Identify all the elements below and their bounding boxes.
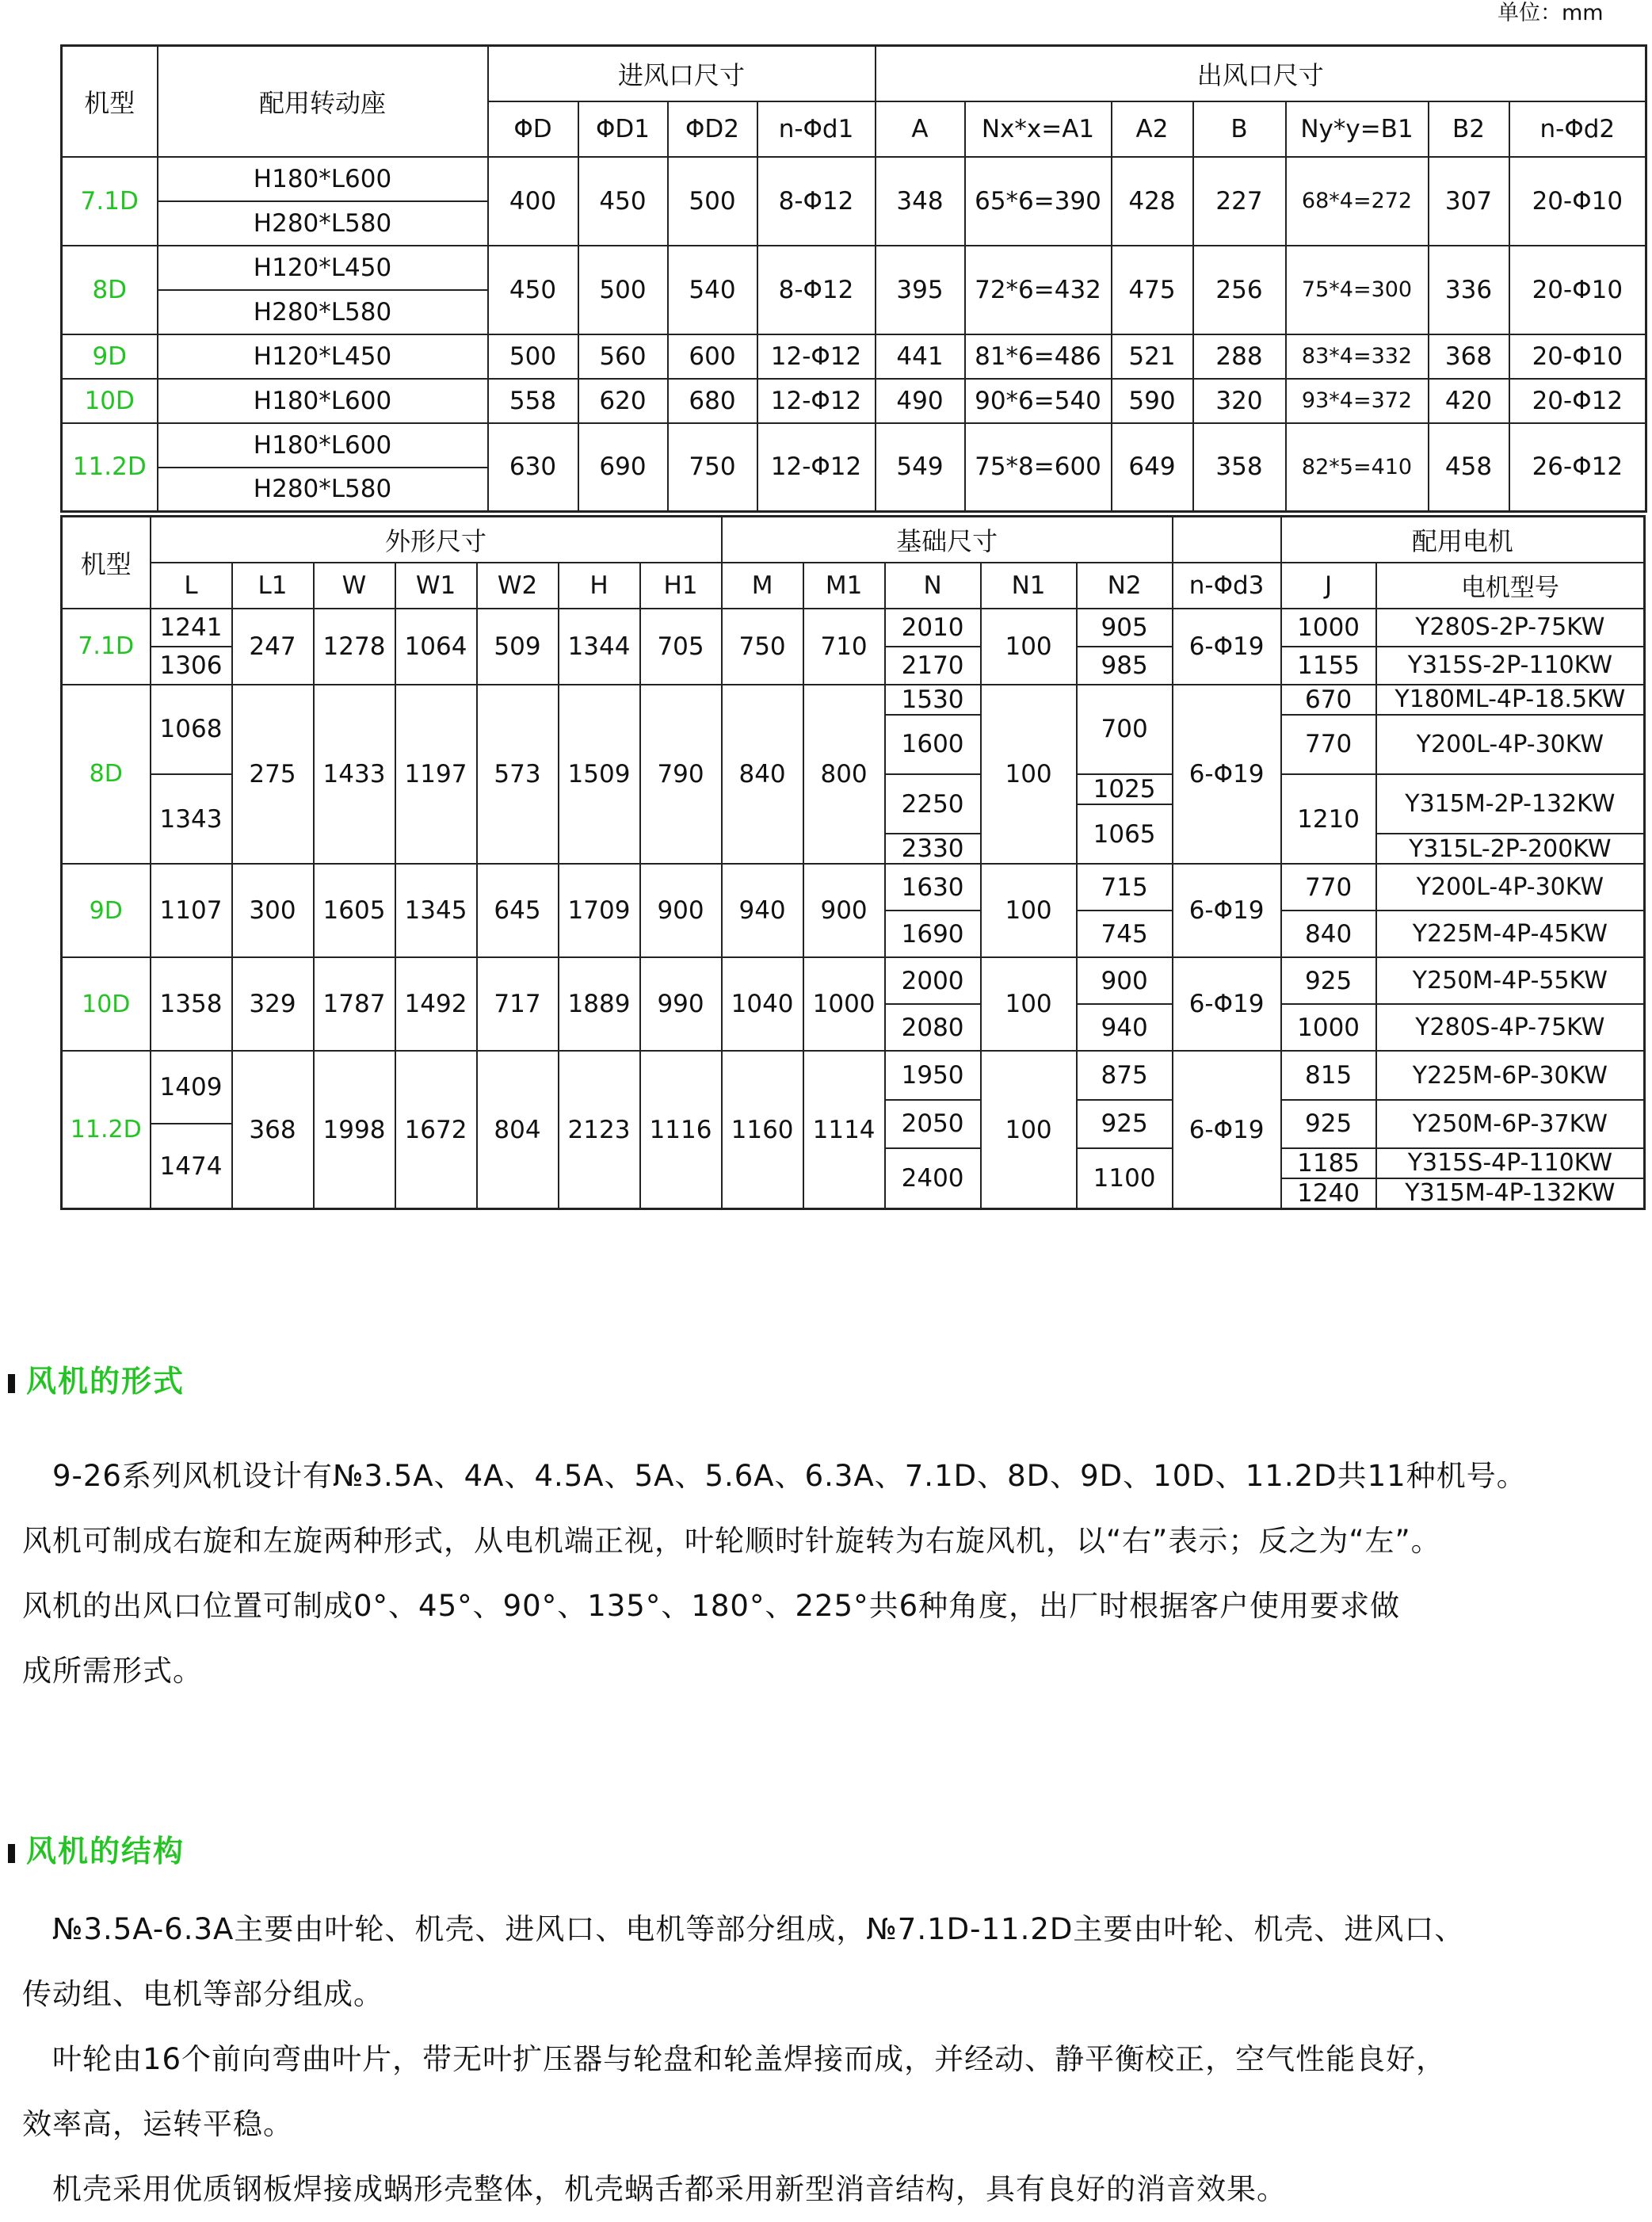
value-cell: 400 xyxy=(488,157,578,246)
value-cell: 2330 xyxy=(885,834,981,864)
value-cell: 6-Φ19 xyxy=(1173,609,1281,685)
value-cell: 75*4=300 xyxy=(1286,246,1429,334)
value-cell: 1345 xyxy=(395,864,477,957)
value-cell: 358 xyxy=(1193,423,1286,512)
motor-cell: Y200L-4P-30KW xyxy=(1376,864,1645,911)
header-cell: M xyxy=(722,563,803,609)
value-cell: 6-Φ19 xyxy=(1173,1051,1281,1208)
value-cell: 368 xyxy=(232,1051,314,1208)
value-cell: 800 xyxy=(803,685,885,865)
section-title: 风机的结构 xyxy=(26,1834,185,1869)
header-cell: W1 xyxy=(395,563,477,609)
value-cell: 75*8=600 xyxy=(965,423,1112,512)
value-cell: 2400 xyxy=(885,1148,981,1209)
value-cell: 925 xyxy=(1281,1100,1376,1148)
bearing-cell: H180*L600 xyxy=(158,423,488,468)
value-cell: 1998 xyxy=(314,1051,395,1208)
value-cell: 573 xyxy=(477,685,559,865)
value-cell: 750 xyxy=(722,609,803,685)
value-cell: 72*6=432 xyxy=(965,246,1112,334)
value-cell: 790 xyxy=(640,685,722,865)
motor-cell: Y225M-4P-45KW xyxy=(1376,911,1645,957)
value-cell: 307 xyxy=(1429,157,1509,246)
value-cell: 12-Φ12 xyxy=(757,379,876,423)
value-cell: 1343 xyxy=(151,774,232,865)
motor-cell: Y280S-2P-75KW xyxy=(1376,609,1645,647)
value-cell: 1492 xyxy=(395,957,477,1051)
value-cell: 1358 xyxy=(151,957,232,1051)
value-cell: 2123 xyxy=(559,1051,640,1208)
value-cell: 1605 xyxy=(314,864,395,957)
value-cell: 8-Φ12 xyxy=(757,246,876,334)
value-cell: 1787 xyxy=(314,957,395,1051)
value-cell: 6-Φ19 xyxy=(1173,685,1281,865)
header-cell: ΦD2 xyxy=(668,101,757,157)
value-cell: 26-Φ12 xyxy=(1509,423,1646,512)
value-cell: 649 xyxy=(1112,423,1193,512)
value-cell: 1241 xyxy=(151,609,232,647)
value-cell: 395 xyxy=(876,246,965,334)
value-cell: 450 xyxy=(488,246,578,334)
value-cell: 540 xyxy=(668,246,757,334)
value-cell: 645 xyxy=(477,864,559,957)
value-cell: 12-Φ12 xyxy=(757,334,876,379)
value-cell: 1114 xyxy=(803,1051,885,1208)
section-heading-form xyxy=(8,1357,185,1400)
header-cell: A xyxy=(876,101,965,157)
value-cell: 2080 xyxy=(885,1004,981,1051)
value-cell: 1630 xyxy=(885,864,981,911)
header-outline-group: 外形尺寸 xyxy=(151,517,722,563)
value-cell: 2010 xyxy=(885,609,981,647)
paragraph-line: 机壳采用优质钢板焊接成蜗形壳整体，机壳蜗舌都采用新型消音结构，具有良好的消音效果。 xyxy=(52,2172,1287,2206)
value-cell: 329 xyxy=(232,957,314,1051)
value-cell: 875 xyxy=(1077,1051,1173,1099)
motor-cell: Y280S-4P-75KW xyxy=(1376,1004,1645,1051)
value-cell: 715 xyxy=(1077,864,1173,911)
value-cell: 81*6=486 xyxy=(965,334,1112,379)
value-cell: 275 xyxy=(232,685,314,865)
value-cell: 348 xyxy=(876,157,965,246)
model-cell: 11.2D xyxy=(62,423,158,512)
model-cell: 9D xyxy=(62,334,158,379)
value-cell: 840 xyxy=(722,685,803,865)
value-cell: 490 xyxy=(876,379,965,423)
paragraph-line: 风机可制成右旋和左旋两种形式，从电机端正视，叶轮顺时针旋转为右旋风机，以“右”表示；反之为“左”。 xyxy=(22,1524,1441,1558)
header-inlet-group: 进风口尺寸 xyxy=(488,46,876,101)
section-heading-structure xyxy=(8,1827,185,1870)
header-cell: B2 xyxy=(1429,101,1509,157)
header-model: 机型 xyxy=(62,46,158,157)
value-cell: 1197 xyxy=(395,685,477,865)
value-cell: 815 xyxy=(1281,1051,1376,1099)
value-cell: 1950 xyxy=(885,1051,981,1099)
value-cell: 441 xyxy=(876,334,965,379)
value-cell: 336 xyxy=(1429,246,1509,334)
value-cell: 2170 xyxy=(885,647,981,685)
value-cell: 1210 xyxy=(1281,774,1376,865)
value-cell: 300 xyxy=(232,864,314,957)
value-cell: 700 xyxy=(1077,685,1173,774)
value-cell: 227 xyxy=(1193,157,1286,246)
outline-foundation-motor-table xyxy=(60,515,1646,1210)
value-cell: 428 xyxy=(1112,157,1193,246)
value-cell: 100 xyxy=(981,685,1077,865)
model-cell: 7.1D xyxy=(62,157,158,246)
unit-label: 单位：mm xyxy=(1497,1,1604,25)
section-structure-text xyxy=(24,1897,1464,2222)
value-cell: 82*5=410 xyxy=(1286,423,1429,512)
value-cell: 420 xyxy=(1429,379,1509,423)
value-cell: 1025 xyxy=(1077,774,1173,804)
value-cell: 12-Φ12 xyxy=(757,423,876,512)
model-cell: 9D xyxy=(62,864,151,957)
value-cell: 710 xyxy=(803,609,885,685)
header-cell: H1 xyxy=(640,563,722,609)
value-cell: 1672 xyxy=(395,1051,477,1208)
value-cell: 20-Φ12 xyxy=(1509,379,1646,423)
value-cell: 905 xyxy=(1077,609,1173,647)
value-cell: 985 xyxy=(1077,647,1173,685)
bearing-cell: H180*L600 xyxy=(158,157,488,201)
value-cell: 745 xyxy=(1077,911,1173,957)
value-cell: 1155 xyxy=(1281,647,1376,685)
paragraph-line: 风机的出风口位置可制成0°、45°、90°、135°、180°、225°共6种角度，出厂时根据客户使用要求做 xyxy=(22,1589,1401,1623)
value-cell: 1065 xyxy=(1077,804,1173,865)
header-bearing: 配用转动座 xyxy=(158,46,488,157)
value-cell: 925 xyxy=(1077,1100,1173,1148)
value-cell: 288 xyxy=(1193,334,1286,379)
value-cell: 1409 xyxy=(151,1051,232,1124)
header-motor-group: 配用电机 xyxy=(1281,517,1645,563)
header-cell: n-Φd3 xyxy=(1173,563,1281,609)
paragraph-line: 叶轮由16个前向弯曲叶片，带无叶扩压器与轮盘和轮盖焊接而成，并经动、静平衡校正，空气性能良好， xyxy=(52,2042,1447,2076)
value-cell: 925 xyxy=(1281,957,1376,1004)
value-cell: 450 xyxy=(578,157,668,246)
header-cell: A2 xyxy=(1112,101,1193,157)
value-cell: 2250 xyxy=(885,774,981,834)
section-title: 风机的形式 xyxy=(26,1364,185,1399)
value-cell: 521 xyxy=(1112,334,1193,379)
value-cell: 940 xyxy=(722,864,803,957)
header-cell: W2 xyxy=(477,563,559,609)
value-cell: 900 xyxy=(640,864,722,957)
value-cell: 1116 xyxy=(640,1051,722,1208)
bearing-cell: H120*L450 xyxy=(158,246,488,290)
paragraph-line: 传动组、电机等部分组成。 xyxy=(22,1977,383,2011)
bearing-cell: H280*L580 xyxy=(158,290,488,334)
value-cell: 256 xyxy=(1193,246,1286,334)
value-cell: 717 xyxy=(477,957,559,1051)
value-cell: 93*4=372 xyxy=(1286,379,1429,423)
model-cell: 7.1D xyxy=(62,609,151,685)
value-cell: 1185 xyxy=(1281,1148,1376,1178)
value-cell: 1530 xyxy=(885,685,981,715)
value-cell: 90*6=540 xyxy=(965,379,1112,423)
motor-cell: Y200L-4P-30KW xyxy=(1376,715,1645,774)
header-cell: 电机型号 xyxy=(1376,563,1645,609)
header-cell: N2 xyxy=(1077,563,1173,609)
motor-cell: Y315S-2P-110KW xyxy=(1376,647,1645,685)
header-cell: L1 xyxy=(232,563,314,609)
value-cell: 558 xyxy=(488,379,578,423)
header-cell: N xyxy=(885,563,981,609)
header-cell: Nx*x=A1 xyxy=(965,101,1112,157)
value-cell: 1000 xyxy=(803,957,885,1051)
heading-marker xyxy=(8,1844,15,1863)
header-cell: H xyxy=(559,563,640,609)
value-cell: 68*4=272 xyxy=(1286,157,1429,246)
value-cell: 1068 xyxy=(151,685,232,774)
value-cell: 1107 xyxy=(151,864,232,957)
value-cell: 680 xyxy=(668,379,757,423)
motor-cell: Y315L-2P-200KW xyxy=(1376,834,1645,864)
inlet-outlet-dimension-table xyxy=(60,44,1647,513)
value-cell: 840 xyxy=(1281,911,1376,957)
value-cell: 990 xyxy=(640,957,722,1051)
value-cell: 6-Φ19 xyxy=(1173,957,1281,1051)
value-cell: 1690 xyxy=(885,911,981,957)
header-base-group: 基础尺寸 xyxy=(722,517,1173,563)
value-cell: 705 xyxy=(640,609,722,685)
value-cell: 770 xyxy=(1281,715,1376,774)
paragraph-line: 成所需形式。 xyxy=(22,1654,203,1688)
motor-cell: Y250M-4P-55KW xyxy=(1376,957,1645,1004)
value-cell: 6-Φ19 xyxy=(1173,864,1281,957)
value-cell: 500 xyxy=(668,157,757,246)
header-cell: W xyxy=(314,563,395,609)
value-cell: 1040 xyxy=(722,957,803,1051)
value-cell: 1509 xyxy=(559,685,640,865)
value-cell: 690 xyxy=(578,423,668,512)
value-cell: 1064 xyxy=(395,609,477,685)
model-cell: 10D xyxy=(62,957,151,1051)
motor-cell: Y225M-6P-30KW xyxy=(1376,1051,1645,1099)
paragraph-line: №3.5A-6.3A主要由叶轮、机壳、进风口、电机等部分组成，№7.1D-11.2D主要由叶轮、机壳、进风口、 xyxy=(52,1912,1465,1946)
motor-cell: Y315M-2P-132KW xyxy=(1376,774,1645,834)
heading-marker xyxy=(8,1374,15,1393)
value-cell: 83*4=332 xyxy=(1286,334,1429,379)
section-form-text xyxy=(24,1444,1527,1704)
header-model: 机型 xyxy=(62,517,151,609)
value-cell: 900 xyxy=(1077,957,1173,1004)
value-cell: 8-Φ12 xyxy=(757,157,876,246)
bearing-cell: H280*L580 xyxy=(158,468,488,512)
header-cell: J xyxy=(1281,563,1376,609)
value-cell: 560 xyxy=(578,334,668,379)
paragraph-line: 9-26系列风机设计有№3.5A、4A、4.5A、5A、5.6A、6.3A、7.1D、8D、9D、10D、11.2D共11种机号。 xyxy=(52,1459,1527,1493)
model-cell: 10D xyxy=(62,379,158,423)
header-blank xyxy=(1173,517,1281,563)
value-cell: 509 xyxy=(477,609,559,685)
value-cell: 247 xyxy=(232,609,314,685)
value-cell: 100 xyxy=(981,864,1077,957)
value-cell: 458 xyxy=(1429,423,1509,512)
value-cell: 368 xyxy=(1429,334,1509,379)
header-cell: L xyxy=(151,563,232,609)
value-cell: 1100 xyxy=(1077,1148,1173,1209)
value-cell: 1600 xyxy=(885,715,981,774)
value-cell: 620 xyxy=(578,379,668,423)
value-cell: 1000 xyxy=(1281,609,1376,647)
motor-cell: Y250M-6P-37KW xyxy=(1376,1100,1645,1148)
value-cell: 100 xyxy=(981,1051,1077,1208)
motor-cell: Y315S-4P-110KW xyxy=(1376,1148,1645,1178)
bearing-cell: H280*L580 xyxy=(158,201,488,246)
value-cell: 549 xyxy=(876,423,965,512)
header-cell: M1 xyxy=(803,563,885,609)
value-cell: 1889 xyxy=(559,957,640,1051)
value-cell: 20-Φ10 xyxy=(1509,246,1646,334)
value-cell: 900 xyxy=(803,864,885,957)
value-cell: 670 xyxy=(1281,685,1376,715)
header-cell: Ny*y=B1 xyxy=(1286,101,1429,157)
motor-cell: Y315M-4P-132KW xyxy=(1376,1178,1645,1209)
value-cell: 1306 xyxy=(151,647,232,685)
value-cell: 500 xyxy=(488,334,578,379)
value-cell: 20-Φ10 xyxy=(1509,157,1646,246)
value-cell: 65*6=390 xyxy=(965,157,1112,246)
value-cell: 1709 xyxy=(559,864,640,957)
value-cell: 750 xyxy=(668,423,757,512)
header-cell: N1 xyxy=(981,563,1077,609)
value-cell: 320 xyxy=(1193,379,1286,423)
value-cell: 940 xyxy=(1077,1004,1173,1051)
value-cell: 2000 xyxy=(885,957,981,1004)
value-cell: 1433 xyxy=(314,685,395,865)
value-cell: 1474 xyxy=(151,1124,232,1208)
header-cell: ΦD xyxy=(488,101,578,157)
header-outlet-group: 出风口尺寸 xyxy=(876,46,1646,101)
bearing-cell: H180*L600 xyxy=(158,379,488,423)
header-cell: ΦD1 xyxy=(578,101,668,157)
value-cell: 1344 xyxy=(559,609,640,685)
header-cell: n-Φd2 xyxy=(1509,101,1646,157)
value-cell: 590 xyxy=(1112,379,1193,423)
header-cell: B xyxy=(1193,101,1286,157)
value-cell: 100 xyxy=(981,957,1077,1051)
value-cell: 20-Φ10 xyxy=(1509,334,1646,379)
header-cell: n-Φd1 xyxy=(757,101,876,157)
value-cell: 100 xyxy=(981,609,1077,685)
model-cell: 8D xyxy=(62,685,151,865)
value-cell: 804 xyxy=(477,1051,559,1208)
model-cell: 8D xyxy=(62,246,158,334)
value-cell: 1000 xyxy=(1281,1004,1376,1051)
motor-cell: Y180ML-4P-18.5KW xyxy=(1376,685,1645,715)
model-cell: 11.2D xyxy=(62,1051,151,1208)
paragraph-line: 效率高，运转平稳。 xyxy=(22,2107,293,2141)
value-cell: 600 xyxy=(668,334,757,379)
bearing-cell: H120*L450 xyxy=(158,334,488,379)
value-cell: 500 xyxy=(578,246,668,334)
value-cell: 475 xyxy=(1112,246,1193,334)
value-cell: 630 xyxy=(488,423,578,512)
value-cell: 770 xyxy=(1281,864,1376,911)
value-cell: 1278 xyxy=(314,609,395,685)
value-cell: 1240 xyxy=(1281,1178,1376,1209)
value-cell: 1160 xyxy=(722,1051,803,1208)
value-cell: 2050 xyxy=(885,1100,981,1148)
